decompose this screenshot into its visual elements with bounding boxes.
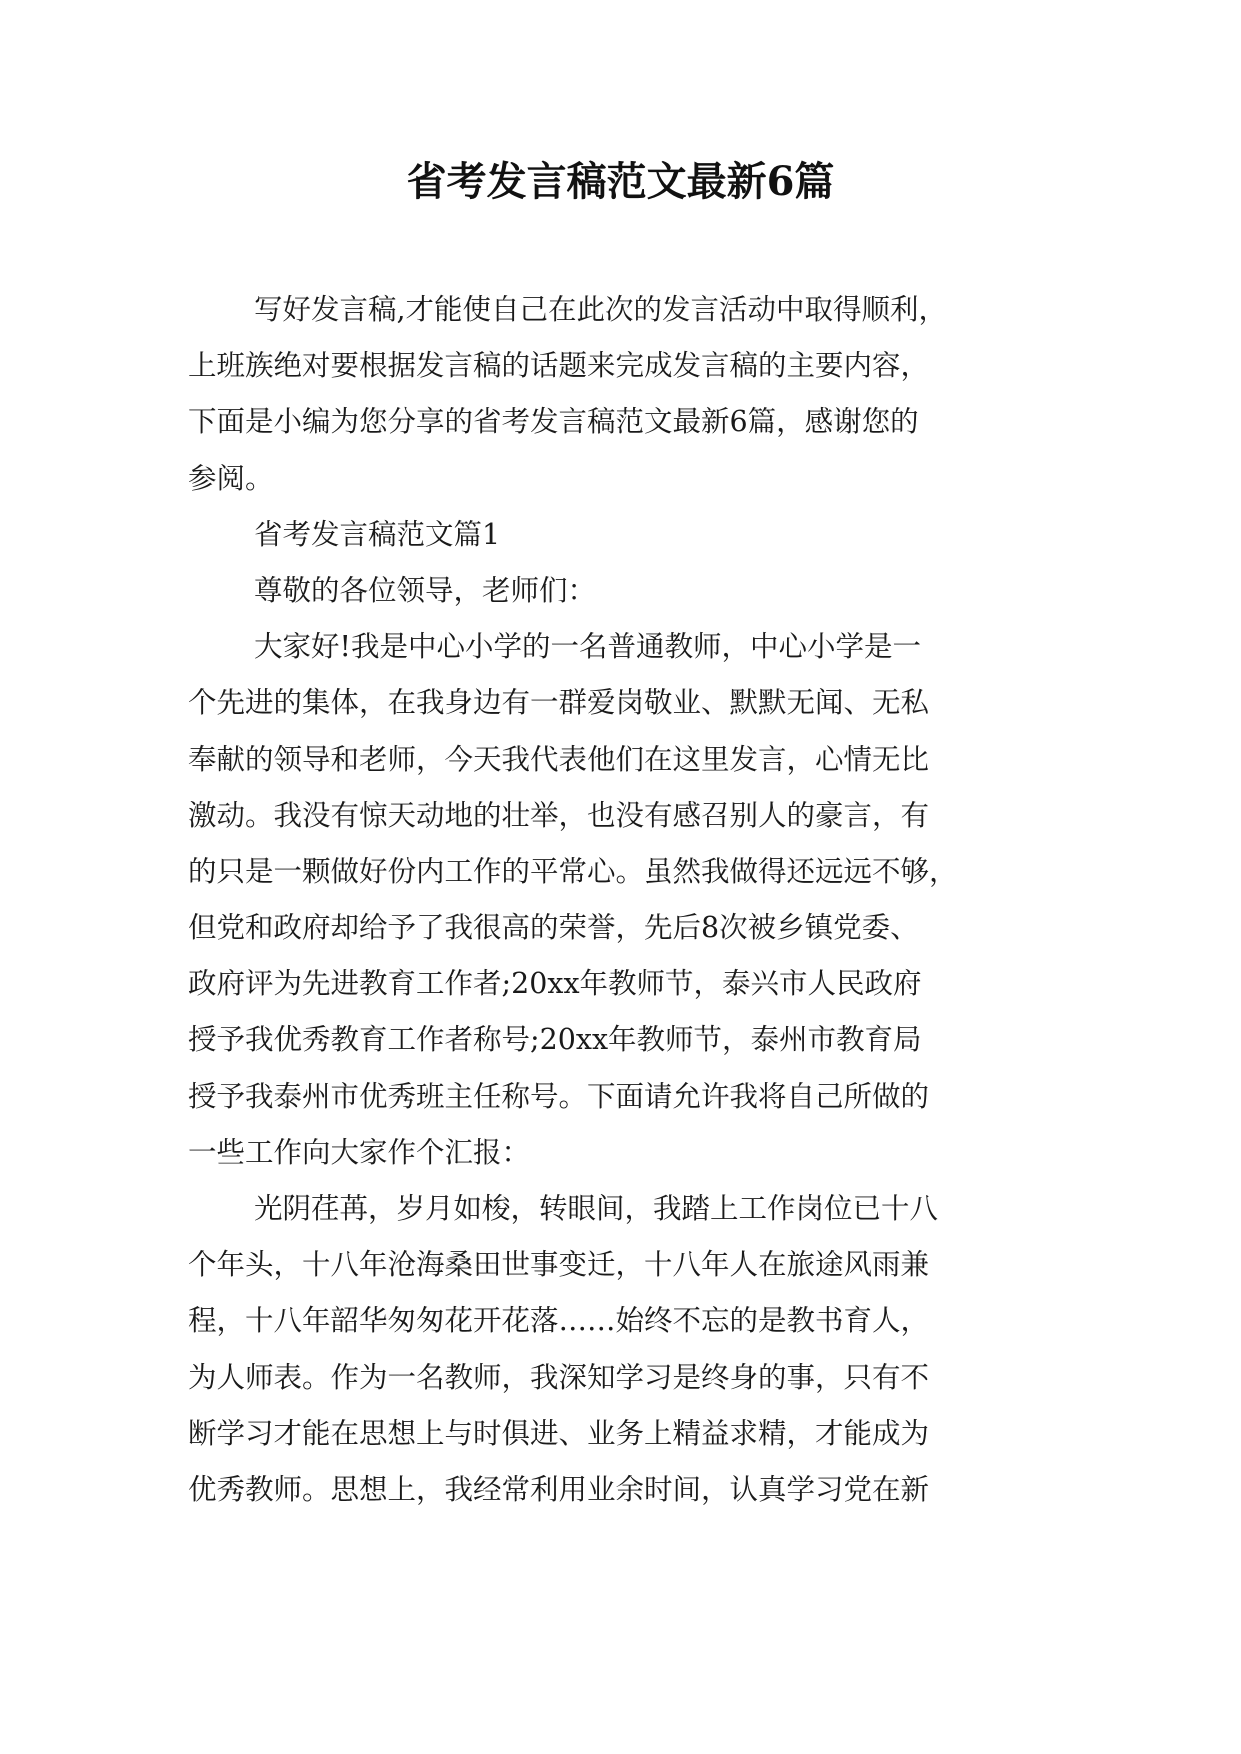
paragraph-line: 但党和政府却给予了我很高的荣誉，先后8次被乡镇党委、: [188, 911, 919, 945]
paragraph-line: 光阴荏苒，岁月如梭，转眼间，我踏上工作岗位已十八: [254, 1192, 939, 1225]
paragraph-line: 参阅。: [188, 461, 274, 495]
paragraph-line: 写好发言稿,才能使自己在此次的发言活动中取得顺利，: [254, 293, 948, 326]
paragraph-line: 授予我优秀教育工作者称号;20xx年教师节，泰州市教育局: [188, 1023, 922, 1057]
salutation: 尊敬的各位领导，老师们：: [254, 573, 597, 607]
paragraph-line: 奉献的领导和老师，今天我代表他们在这里发言，心情无比: [188, 742, 930, 776]
paragraph-line: 大家好!我是中心小学的一名普通教师，中心小学是一: [254, 630, 921, 664]
paragraph-line: 一些工作向大家作个汇报：: [188, 1135, 531, 1169]
paragraph-line: 断学习才能在思想上与时俱进、业务上精益求精，才能成为: [188, 1416, 930, 1450]
paragraph-line: 的只是一颗做好份内工作的平常心。虽然我做得还远远不够，: [188, 854, 958, 888]
section-heading: 省考发言稿范文篇1: [254, 517, 501, 551]
paragraph-line: 下面是小编为您分享的省考发言稿范文最新6篇，感谢您的: [188, 405, 919, 439]
paragraph-line: 授予我泰州市优秀班主任称号。下面请允许我将自己所做的: [188, 1079, 930, 1113]
paragraph-line: 程，十八年韶华匆匆花开花落……始终不忘的是教书育人，: [188, 1304, 930, 1338]
paragraph-line: 优秀教师。思想上，我经常利用业余时间，认真学习党在新: [188, 1472, 930, 1506]
paragraph-line: 个年头，十八年沧海桑田世事变迁，十八年人在旅途风雨兼: [188, 1248, 930, 1282]
paragraph-line: 政府评为先进教育工作者;20xx年教师节，泰兴市人民政府: [188, 967, 922, 1001]
paragraph-line: 个先进的集体，在我身边有一群爱岗敬业、默默无闻、无私: [188, 686, 930, 720]
document-body: [188, 282, 1060, 1518]
paragraph-line: 为人师表。作为一名教师，我深知学习是终身的事，只有不: [188, 1360, 930, 1394]
paragraph-line: 激动。我没有惊天动地的壮举，也没有感召别人的豪言，有: [188, 798, 930, 832]
paragraph-line: 上班族绝对要根据发言稿的话题来完成发言稿的主要内容，: [188, 349, 930, 383]
document-title: 省考发言稿范文最新6篇: [406, 158, 835, 205]
